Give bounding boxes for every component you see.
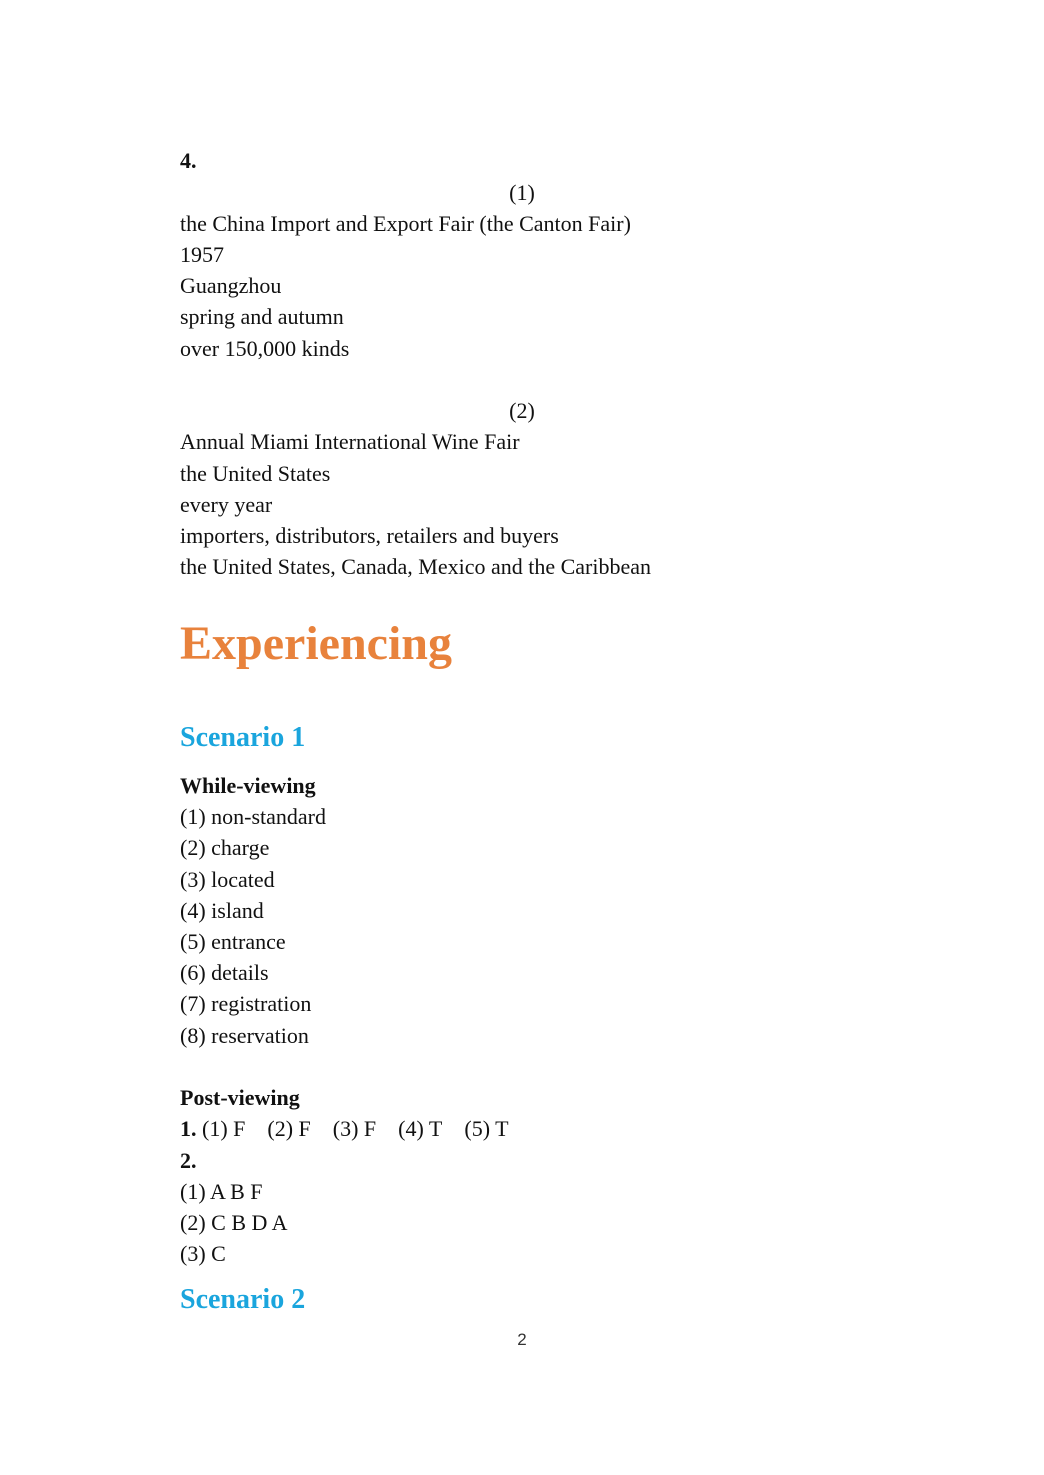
part-2-label: (2) bbox=[509, 398, 535, 423]
part-1-label: (1) bbox=[509, 180, 535, 205]
post-viewing-q1 bbox=[180, 1116, 509, 1142]
scenario-1-heading: Scenario 1 bbox=[180, 722, 306, 753]
q2-answer: (1) A B F bbox=[180, 1179, 263, 1204]
part-2-line: Annual Miami International Wine Fair bbox=[180, 429, 520, 454]
post-viewing-heading: Post-viewing bbox=[180, 1085, 300, 1110]
q2-answer: (3) C bbox=[180, 1241, 226, 1266]
page-number: 2 bbox=[517, 1330, 527, 1349]
part-2-line: importers, distributors, retailers and buyers bbox=[180, 523, 559, 548]
post-viewing-q2-number: 2. bbox=[180, 1148, 197, 1173]
while-viewing-item: (8) reservation bbox=[180, 1023, 309, 1048]
while-viewing-item: (2) charge bbox=[180, 835, 270, 860]
experiencing-heading: Experiencing bbox=[180, 617, 452, 670]
question-number-4: 4. bbox=[180, 148, 197, 173]
q1-number: 1. bbox=[180, 1116, 197, 1141]
while-viewing-item: (1) non-standard bbox=[180, 804, 327, 829]
part-1-line: over 150,000 kinds bbox=[180, 336, 350, 361]
while-viewing-item: (7) registration bbox=[180, 991, 312, 1016]
part-1-line: spring and autumn bbox=[180, 304, 344, 329]
part-2-line: the United States bbox=[180, 461, 331, 486]
q1-answer: (3) F bbox=[332, 1116, 377, 1141]
scenario-2-heading: Scenario 2 bbox=[180, 1284, 306, 1315]
q1-answer: (2) F bbox=[267, 1116, 311, 1141]
part-2-line: the United States, Canada, Mexico and the Caribbean bbox=[180, 554, 652, 579]
while-viewing-item: (6) details bbox=[180, 960, 269, 985]
while-viewing-item: (5) entrance bbox=[180, 929, 286, 954]
part-1-line: the China Import and Export Fair (the Canton Fair) bbox=[180, 211, 631, 236]
q1-answer: (1) F bbox=[202, 1116, 246, 1141]
part-1-line: 1957 bbox=[180, 242, 224, 267]
q1-answer: (4) T bbox=[398, 1116, 443, 1141]
part-1-line: Guangzhou bbox=[180, 273, 282, 298]
q2-answer: (2) C B D A bbox=[180, 1210, 288, 1235]
while-viewing-heading: While-viewing bbox=[180, 773, 316, 798]
q1-answer: (5) T bbox=[464, 1116, 509, 1141]
while-viewing-item: (3) located bbox=[180, 867, 275, 892]
while-viewing-item: (4) island bbox=[180, 898, 264, 923]
part-2-line: every year bbox=[180, 492, 273, 517]
